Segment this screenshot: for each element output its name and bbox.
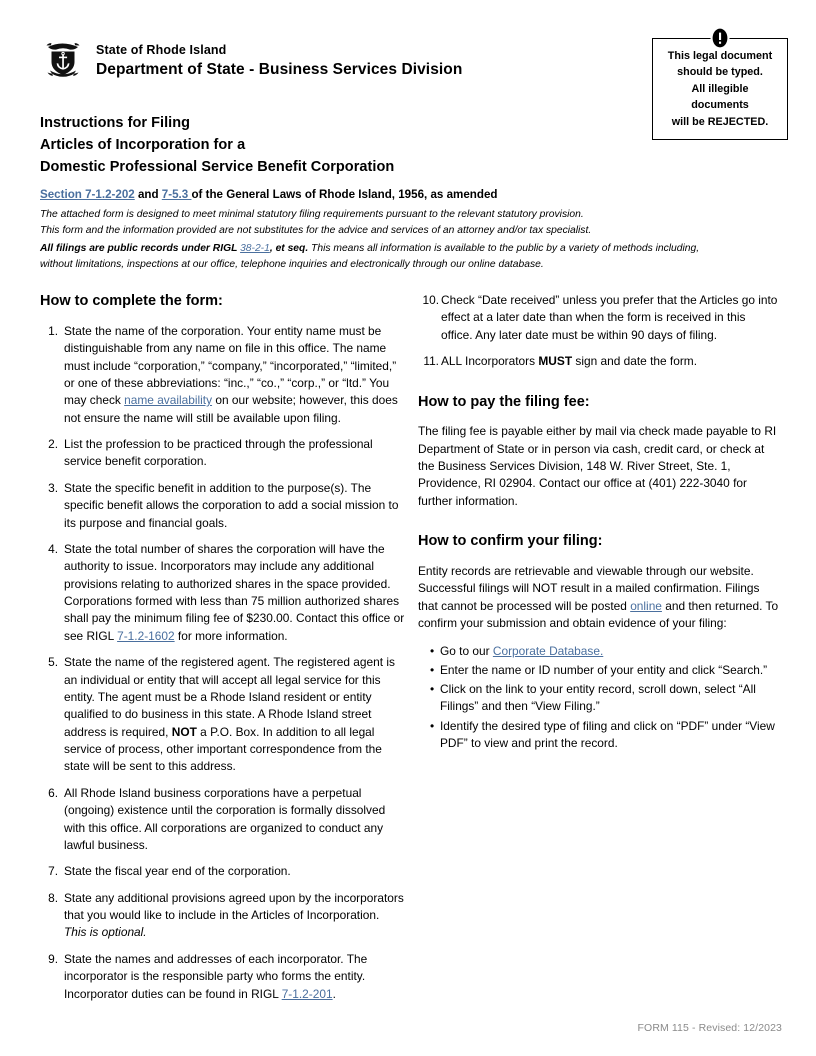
statute-link-7-1-2-202[interactable]: Section 7-1.2-202 (40, 188, 135, 202)
notice-line-4: documents (691, 99, 749, 112)
statute-conjunction: and (134, 188, 162, 202)
item-text (64, 654, 405, 776)
confirm-text-part1: Entity records are retrievable and viewable through our website. Successful filings will NOT result in a mailed confirmation. Filings that cannot be processed will be posted (418, 564, 760, 613)
document-header (40, 38, 462, 82)
instruction-item (40, 480, 405, 532)
rigl-38-2-1-link[interactable]: 38-2-1 (240, 243, 270, 254)
item-emphasis-must: MUST (538, 354, 573, 369)
instruction-item (40, 654, 405, 776)
list-item-text: Click on the link to your entity record, scroll down, select “All Filings” and then “View Filing.” (440, 682, 756, 714)
disclaimer-line-2: This form and the information provided are not substitutes for the advice and services of an attorney and/or tax specialist. (40, 224, 592, 236)
bullet-icon: • (430, 718, 435, 733)
list-item (418, 718, 780, 753)
bullet-icon: • (430, 662, 435, 677)
item-number: 10. (422, 293, 439, 307)
public-records-lead: All filings are public records under RIGL (40, 243, 241, 254)
item-number: 3. (48, 480, 58, 495)
rigl-7-1-2-1602-link[interactable]: 7-1.2-1602 (117, 628, 175, 643)
item-text-part2: sign and date the form. (572, 354, 698, 369)
public-records-disclaimer (40, 241, 700, 273)
item-optional-note: This is optional. (64, 925, 147, 940)
item-number: 2. (48, 437, 58, 452)
instruction-item (40, 863, 405, 880)
item-text: Check “Date received” unless you prefer that the Articles go into effect at a later date than when the form is received in this office. Any later date must be within 90 days of filing. (441, 293, 778, 342)
notice-line-3: All illegible (691, 82, 749, 95)
list-item (418, 681, 780, 716)
right-column (418, 292, 780, 754)
list-item-text: Identify the desired type of filing and click on “PDF” under “View PDF” to view and print the record. (440, 718, 775, 750)
item-text-part1: State the names and addresses of each incorporator. The incorporator is the responsible party who forms the entity. Incorporator duties can be found in RIGL (64, 951, 368, 1001)
instruction-item (40, 785, 405, 855)
public-records-rest: This means all information is available to the public by a variety of methods including, without limitations, inspections at our office, telephone inquiries and electronically through our online database. (40, 243, 700, 270)
item-text-part1: State the name of the registered agent. The registered agent is an individual or entity that will accept all legal service for this entity. The agent must be a Rhode Island resident or entity qualified to do business in this state. A Rhode Island street address is required, (64, 655, 395, 739)
item-text: All Rhode Island business corporations have a perpetual (ongoing) existence until the corporation is formally dissolved with this office. All corporations are organized to conduct any lawful business. (64, 785, 386, 852)
corporate-database-link[interactable]: Corporate Database. (492, 643, 604, 658)
title-line-1: Instructions for Filing (40, 115, 191, 131)
instruction-item (40, 541, 405, 645)
item-number: 11. (423, 354, 439, 369)
instruction-item (40, 323, 405, 427)
item-number: 7. (48, 864, 58, 879)
item-text (64, 541, 405, 645)
item-text: State the fiscal year end of the corporation. (64, 864, 291, 879)
instructions-list-right (418, 292, 780, 371)
statute-citation (40, 187, 600, 204)
page-title (40, 112, 600, 204)
item-text-part1: ALL Incorporators (441, 354, 539, 369)
item-text-part1: State any additional provisions agreed upon by the incorporators that you would like to include in the Articles of Incorporation. (64, 890, 404, 923)
item-emphasis-not: NOT (171, 724, 197, 739)
instruction-item (418, 353, 780, 370)
disclaimer-line-1: The attached form is designed to meet minimal statutory filing requirements pursuant to the relevant statutory provision. (40, 209, 584, 220)
item-text-part2: on our website; however, this does not ensure the name will still be available upon filing. (64, 393, 398, 425)
list-item-text (440, 643, 780, 660)
instruction-item (40, 890, 405, 942)
list-item (418, 662, 780, 679)
rhode-island-state-seal-icon (40, 38, 86, 82)
bullet-text-part1: Go to our (440, 643, 493, 658)
confirm-steps-list (418, 643, 780, 753)
item-number: 8. (48, 890, 58, 905)
notice-line-5: will be REJECTED. (671, 115, 769, 128)
legal-notice (652, 38, 788, 140)
item-text-part1: State the name of the corporation. Your entity name must be distinguishable from any name on file in this office. The name must include “corporation,” “company,” “incorporated,” “limited,” or one of these abbreviations: “inc.,” “co.,” “corp.,” or “ltd.” You may check (64, 323, 397, 408)
confirm-paragraph (418, 563, 780, 633)
department-name: Department of State - Business Services Division (96, 61, 463, 79)
agency-name-block (96, 38, 462, 82)
bullet-icon: • (430, 682, 435, 697)
online-link[interactable]: online (630, 598, 662, 613)
legal-notice-box (652, 38, 788, 140)
rigl-7-1-2-201-link[interactable]: 7-1.2-201 (281, 986, 333, 1001)
state-name: State of Rhode Island (96, 43, 227, 57)
title-line-2: Articles of Incorporation for a (40, 137, 246, 154)
instruction-item (418, 292, 780, 344)
filing-fee-paragraph: The filing fee is payable either by mail via check made payable to RI Department of State or in person via cash, credit card, or check at the Business Services Division, 148 W. River Street, Ste. 1, Providence, RI 02904. Contact our office at (401) 222-3040 for further information. (418, 424, 777, 508)
form-disclaimer (40, 207, 700, 239)
item-number: 5. (48, 655, 58, 670)
instruction-item (40, 951, 405, 1003)
list-item (418, 643, 780, 660)
item-text: State the specific benefit in addition to the purpose(s). The specific benefit allows the corporation to add a social mission to its purpose and financial goals. (64, 480, 399, 530)
how-to-pay-heading: How to pay the filing fee: (418, 393, 590, 410)
item-number: 1. (48, 323, 58, 338)
item-text (64, 323, 405, 427)
item-number: 4. (48, 541, 58, 556)
public-records-tail: , et seq. (269, 243, 309, 254)
statute-rest: of the General Laws of Rhode Island, 1956, as amended (191, 188, 498, 202)
name-availability-link[interactable]: name availability (124, 393, 213, 408)
how-to-confirm-heading: How to confirm your filing: (418, 533, 603, 550)
item-text-part2: a P.O. Box. In addition to all legal service of process, other important correspondence from the state will be sent to this address. (64, 724, 382, 774)
instructions-list-left (40, 323, 405, 1003)
instruction-item (40, 436, 405, 471)
bullet-icon: • (430, 643, 435, 658)
item-text (64, 890, 405, 942)
how-to-complete-heading: How to complete the form: (40, 293, 223, 309)
notice-line-2: should be typed. (677, 66, 763, 79)
item-text: List the profession to be practiced through the professional service benefit corporation. (64, 437, 373, 469)
item-text-part2: for more information. (174, 628, 288, 643)
notice-line-1: This legal document (667, 50, 773, 62)
list-item-text: Enter the name or ID number of your entity and click “Search.” (440, 662, 768, 677)
item-number: 9. (48, 951, 58, 966)
statute-link-7-5-3[interactable]: 7-5.3 (161, 188, 192, 202)
item-text (441, 353, 780, 370)
left-column (40, 292, 405, 1012)
exclamation-circle-icon (711, 27, 730, 49)
title-line-3: Domestic Professional Service Benefit Corporation (40, 159, 395, 176)
confirm-text-part2: and then returned. To confirm your submission and obtain evidence of your filing: (418, 598, 779, 631)
item-text-part1: State the total number of shares the corporation will have the authority to issue. Incorporators may include any additional provisions relating to authorized shares in the space provided. Corporations formed with less than 75 million authorized shares shall pay the minimum filing fee of $230.00. Contact this office or see RIGL (64, 541, 405, 643)
item-text-part2: . (332, 986, 336, 1001)
form-footer: FORM 115 - Revised: 12/2023 (637, 1022, 782, 1034)
item-number: 6. (48, 785, 58, 800)
item-text (64, 951, 405, 1003)
